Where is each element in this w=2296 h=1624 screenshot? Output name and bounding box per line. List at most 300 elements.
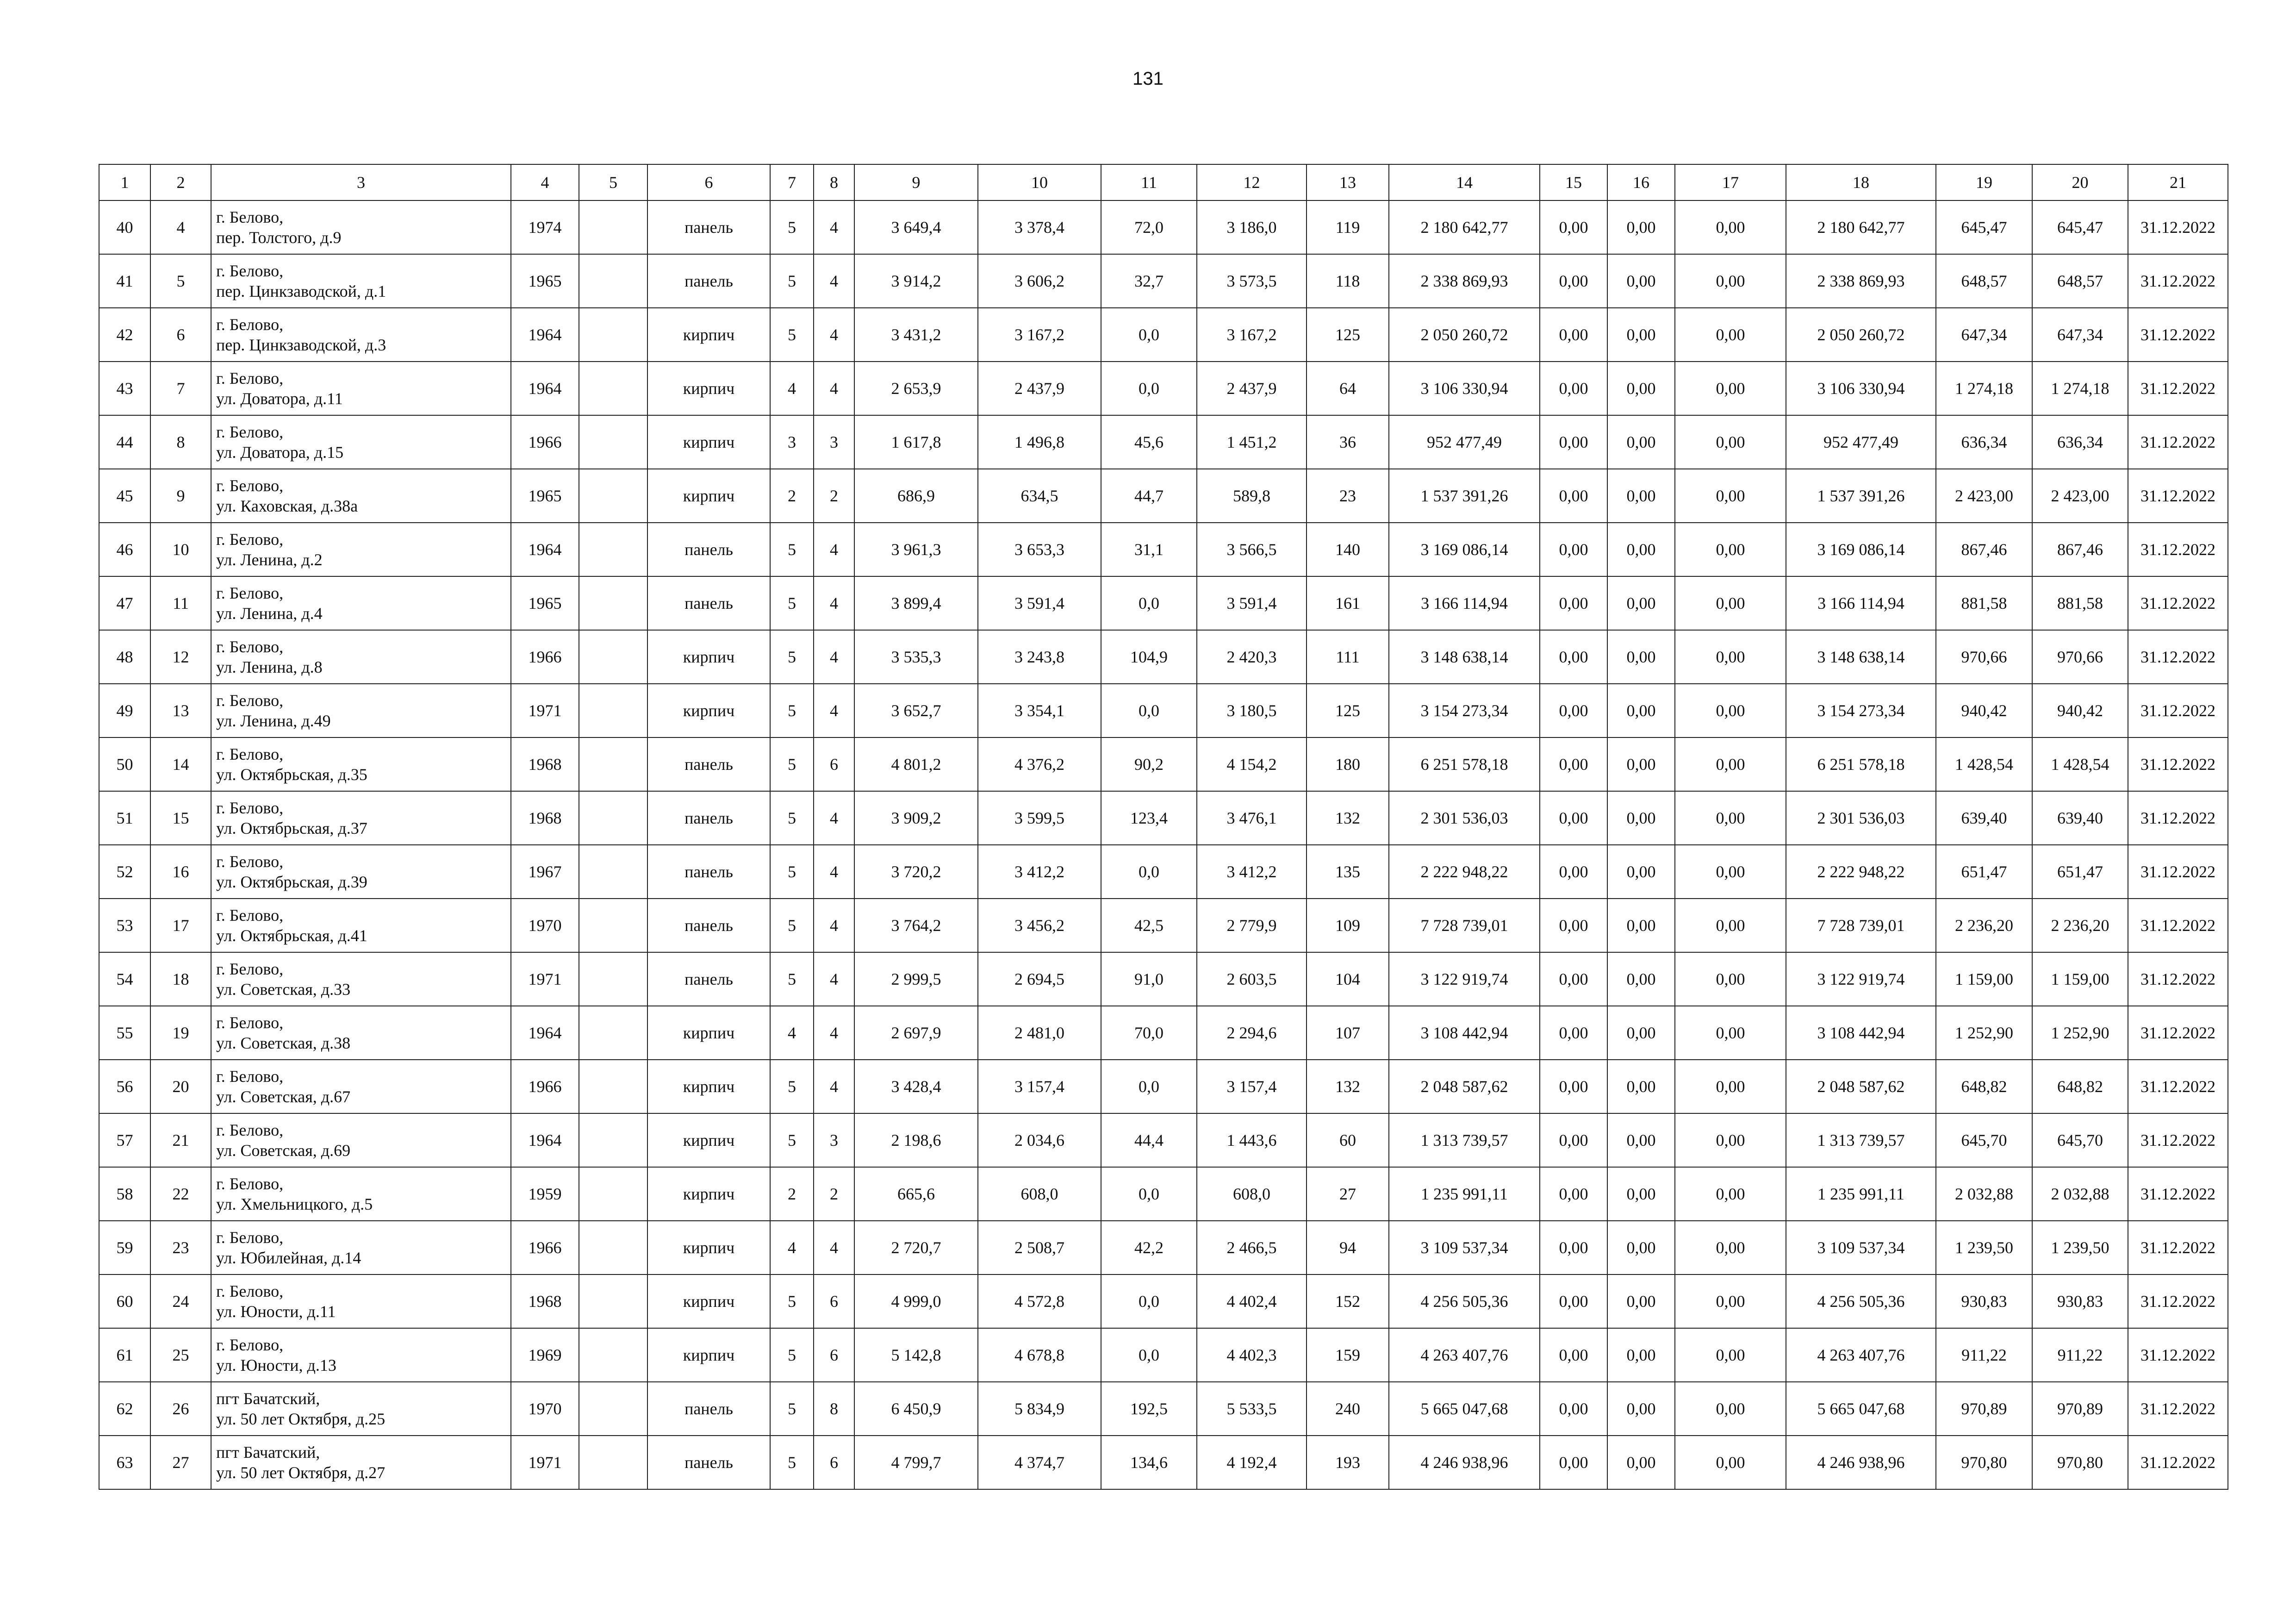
table-cell: 0,0 <box>1101 1328 1197 1382</box>
table-cell: 5 <box>770 1274 814 1328</box>
table-cell: 3 456,2 <box>978 899 1101 952</box>
address-street: ул. Ленина, д.49 <box>216 712 331 730</box>
table-row <box>99 952 2228 1006</box>
table-cell: 62 <box>99 1382 150 1436</box>
table-cell: 5 665 047,68 <box>1786 1382 1936 1436</box>
table-cell: 3 166 114,94 <box>1389 576 1540 630</box>
table-cell: 60 <box>99 1274 150 1328</box>
column-header: 3 <box>211 164 511 200</box>
column-header: 19 <box>1936 164 2032 200</box>
table-cell: 1959 <box>511 1167 579 1221</box>
table-cell: 4 <box>814 200 854 254</box>
table-cell: кирпич <box>647 469 770 523</box>
table-cell: 56 <box>99 1060 150 1113</box>
table-cell: 2 423,00 <box>1936 469 2032 523</box>
table-cell: 0,00 <box>1607 200 1675 254</box>
table-cell: 1 235 991,11 <box>1786 1167 1936 1221</box>
table-cell: 7 <box>150 362 211 415</box>
table-cell: 940,42 <box>2032 684 2128 737</box>
table-row <box>99 362 2228 415</box>
address-cell <box>211 1436 511 1489</box>
table-cell: 952 477,49 <box>1786 415 1936 469</box>
address-locality: г. Белово, <box>216 906 284 924</box>
table-cell: 0,00 <box>1607 737 1675 791</box>
table-cell: 647,34 <box>2032 308 2128 362</box>
table-cell: 1 428,54 <box>2032 737 2128 791</box>
table-cell: 0,00 <box>1607 469 1675 523</box>
table-cell: 13 <box>150 684 211 737</box>
address-locality: г. Белово, <box>216 530 284 549</box>
table-row <box>99 576 2228 630</box>
table-cell: панель <box>647 952 770 1006</box>
table-cell: 31.12.2022 <box>2128 254 2228 308</box>
table-cell: 3 652,7 <box>854 684 978 737</box>
table-cell: 0,0 <box>1101 684 1197 737</box>
table-cell: 193 <box>1307 1436 1389 1489</box>
table-cell: 3 412,2 <box>1197 845 1307 899</box>
table-cell: 1 159,00 <box>1936 952 2032 1006</box>
address-cell <box>211 576 511 630</box>
table-cell: панель <box>647 737 770 791</box>
table-cell: 3 573,5 <box>1197 254 1307 308</box>
table-cell: 3 431,2 <box>854 308 978 362</box>
table-cell: 0,00 <box>1540 952 1607 1006</box>
table-cell: 1966 <box>511 1221 579 1274</box>
table-cell: 4 <box>814 576 854 630</box>
address-locality: г. Белово, <box>216 423 284 441</box>
table-cell: 90,2 <box>1101 737 1197 791</box>
table-cell: 180 <box>1307 737 1389 791</box>
table-cell: 53 <box>99 899 150 952</box>
table-cell: кирпич <box>647 308 770 362</box>
table-cell: 31.12.2022 <box>2128 952 2228 1006</box>
table-cell: 4 256 505,36 <box>1786 1274 1936 1328</box>
table-cell: 42,5 <box>1101 899 1197 952</box>
table-cell: 4 374,7 <box>978 1436 1101 1489</box>
address-cell <box>211 1221 511 1274</box>
table-cell: 4 402,4 <box>1197 1274 1307 1328</box>
table-cell: 0,00 <box>1607 1221 1675 1274</box>
table-cell: 26 <box>150 1382 211 1436</box>
table-cell: 1 274,18 <box>1936 362 2032 415</box>
table-cell: 31.12.2022 <box>2128 684 2228 737</box>
table-cell: 1965 <box>511 469 579 523</box>
column-header: 7 <box>770 164 814 200</box>
table-cell: 4 801,2 <box>854 737 978 791</box>
table-cell: 31.12.2022 <box>2128 308 2228 362</box>
table-row <box>99 845 2228 899</box>
table-cell: 2 198,6 <box>854 1113 978 1167</box>
table-cell: 5 <box>770 899 814 952</box>
table-cell: 5 <box>770 952 814 1006</box>
table-cell: 24 <box>150 1274 211 1328</box>
table-cell: 31,1 <box>1101 523 1197 576</box>
table-cell: 5 <box>770 523 814 576</box>
table-cell: 1964 <box>511 1006 579 1060</box>
table-cell: 0,00 <box>1675 1167 1786 1221</box>
table-cell: 2 050 260,72 <box>1389 308 1540 362</box>
table-cell: 31.12.2022 <box>2128 845 2228 899</box>
table-cell: 31.12.2022 <box>2128 200 2228 254</box>
table-cell: 0,00 <box>1540 523 1607 576</box>
table-cell: 40 <box>99 200 150 254</box>
table-row <box>99 684 2228 737</box>
table-cell: 2 048 587,62 <box>1786 1060 1936 1113</box>
address-locality: пгт Бачатский, <box>216 1389 320 1408</box>
table-cell: 2 603,5 <box>1197 952 1307 1006</box>
table-cell: 0,00 <box>1540 200 1607 254</box>
table-cell: 0,00 <box>1675 684 1786 737</box>
table-cell: 2 236,20 <box>2032 899 2128 952</box>
table-cell: 1964 <box>511 1113 579 1167</box>
address-locality: пгт Бачатский, <box>216 1443 320 1462</box>
table-cell: 3 412,2 <box>978 845 1101 899</box>
table-cell <box>579 523 647 576</box>
table-cell: 2 338 869,93 <box>1786 254 1936 308</box>
table-cell: 32,7 <box>1101 254 1197 308</box>
table-cell: 0,00 <box>1675 308 1786 362</box>
table-cell: 3 186,0 <box>1197 200 1307 254</box>
table-cell: кирпич <box>647 1328 770 1382</box>
address-cell <box>211 1113 511 1167</box>
table-cell: 1968 <box>511 791 579 845</box>
table-cell: 0,00 <box>1540 1436 1607 1489</box>
table-cell: 0,00 <box>1675 1060 1786 1113</box>
table-cell: 2 <box>770 1167 814 1221</box>
table-cell: 3 167,2 <box>978 308 1101 362</box>
table-cell: 23 <box>150 1221 211 1274</box>
column-header: 20 <box>2032 164 2128 200</box>
table-cell: 0,00 <box>1607 845 1675 899</box>
table-cell: 4 <box>150 200 211 254</box>
table-cell: 107 <box>1307 1006 1389 1060</box>
table-cell: 94 <box>1307 1221 1389 1274</box>
address-cell <box>211 899 511 952</box>
table-cell: 60 <box>1307 1113 1389 1167</box>
table-cell: 12 <box>150 630 211 684</box>
table-cell: 3 <box>770 415 814 469</box>
table-cell: 8 <box>150 415 211 469</box>
table-cell: 5 <box>770 1328 814 1382</box>
table-cell: 0,00 <box>1540 1274 1607 1328</box>
table-cell <box>579 362 647 415</box>
table-cell: 0,00 <box>1675 469 1786 523</box>
address-locality: г. Белово, <box>216 1336 284 1354</box>
table-cell: 31.12.2022 <box>2128 1113 2228 1167</box>
table-cell: 2 437,9 <box>978 362 1101 415</box>
column-header: 16 <box>1607 164 1675 200</box>
table-cell: 0,00 <box>1540 1167 1607 1221</box>
table-cell: 0,00 <box>1675 845 1786 899</box>
table-cell: 59 <box>99 1221 150 1274</box>
table-cell: 6 <box>814 1436 854 1489</box>
table-cell: 0,00 <box>1675 1382 1786 1436</box>
address-cell <box>211 308 511 362</box>
table-cell <box>579 254 647 308</box>
table-cell: 111 <box>1307 630 1389 684</box>
address-locality: г. Белово, <box>216 1282 284 1300</box>
table-cell: 4 246 938,96 <box>1786 1436 1936 1489</box>
address-locality: г. Белово, <box>216 745 284 763</box>
table-cell: 44,4 <box>1101 1113 1197 1167</box>
address-locality: г. Белово, <box>216 960 284 978</box>
table-cell: 1966 <box>511 415 579 469</box>
table-cell: 14 <box>150 737 211 791</box>
table-cell: 1 617,8 <box>854 415 978 469</box>
address-cell <box>211 200 511 254</box>
address-cell <box>211 845 511 899</box>
table-cell: 4 256 505,36 <box>1389 1274 1540 1328</box>
table-cell: панель <box>647 576 770 630</box>
table-cell: 44 <box>99 415 150 469</box>
column-header: 21 <box>2128 164 2228 200</box>
table-cell: 1966 <box>511 630 579 684</box>
table-cell: 970,66 <box>2032 630 2128 684</box>
table-cell: 0,00 <box>1607 899 1675 952</box>
address-cell <box>211 254 511 308</box>
table-cell: 4 263 407,76 <box>1389 1328 1540 1382</box>
table-cell: 0,00 <box>1675 630 1786 684</box>
table-cell: 3 108 442,94 <box>1389 1006 1540 1060</box>
table-cell: кирпич <box>647 1060 770 1113</box>
table-cell: 2 697,9 <box>854 1006 978 1060</box>
table-cell: 0,00 <box>1675 1006 1786 1060</box>
table-cell: 31.12.2022 <box>2128 415 2228 469</box>
table-cell: 132 <box>1307 791 1389 845</box>
table-cell: 0,00 <box>1607 523 1675 576</box>
table-cell: 72,0 <box>1101 200 1197 254</box>
table-cell: 31.12.2022 <box>2128 630 2228 684</box>
table-cell: 49 <box>99 684 150 737</box>
table-cell: 1 239,50 <box>1936 1221 2032 1274</box>
table-cell: 2 294,6 <box>1197 1006 1307 1060</box>
table-cell <box>579 1328 647 1382</box>
table-cell: 4 <box>814 630 854 684</box>
table-cell: 9 <box>150 469 211 523</box>
table-cell: 31.12.2022 <box>2128 1060 2228 1113</box>
address-street: ул. Ленина, д.4 <box>216 604 323 623</box>
table-cell: панель <box>647 254 770 308</box>
table-cell: 2 <box>770 469 814 523</box>
table-cell: 5 <box>770 576 814 630</box>
table-cell: 0,00 <box>1540 415 1607 469</box>
table-cell: 3 154 273,34 <box>1389 684 1540 737</box>
table-cell: 1968 <box>511 737 579 791</box>
table-row <box>99 630 2228 684</box>
table-cell: 1 235 991,11 <box>1389 1167 1540 1221</box>
address-street: ул. Юбилейная, д.14 <box>216 1249 361 1267</box>
table-cell: 0,00 <box>1675 200 1786 254</box>
address-street: ул. Каховская, д.38а <box>216 497 358 515</box>
table-cell: 5 <box>770 1060 814 1113</box>
table-cell: 0,0 <box>1101 1167 1197 1221</box>
table-cell <box>579 469 647 523</box>
table-cell: 1970 <box>511 899 579 952</box>
table-cell: 1 239,50 <box>2032 1221 2128 1274</box>
table-cell: 3 180,5 <box>1197 684 1307 737</box>
table-row <box>99 200 2228 254</box>
table-cell: 4 <box>814 362 854 415</box>
table-cell: панель <box>647 791 770 845</box>
table-cell: 20 <box>150 1060 211 1113</box>
table-cell: 940,42 <box>1936 684 2032 737</box>
table-cell: 1 428,54 <box>1936 737 2032 791</box>
table-cell: 5 142,8 <box>854 1328 978 1382</box>
table-cell: 0,00 <box>1607 1060 1675 1113</box>
table-cell: 0,00 <box>1607 1006 1675 1060</box>
table-row <box>99 1060 2228 1113</box>
table-cell: 2 338 869,93 <box>1389 254 1540 308</box>
table-cell: 31.12.2022 <box>2128 1382 2228 1436</box>
table-cell <box>579 1167 647 1221</box>
table-cell: 5 <box>770 254 814 308</box>
column-header: 8 <box>814 164 854 200</box>
table-row <box>99 1167 2228 1221</box>
table-cell: 0,00 <box>1675 362 1786 415</box>
table-cell: 31.12.2022 <box>2128 1167 2228 1221</box>
column-header: 6 <box>647 164 770 200</box>
table-cell: 3 106 330,94 <box>1786 362 1936 415</box>
table-row <box>99 469 2228 523</box>
table-cell: 3 591,4 <box>1197 576 1307 630</box>
table-cell: 4 <box>770 362 814 415</box>
table-cell: 4 192,4 <box>1197 1436 1307 1489</box>
table-cell: 31.12.2022 <box>2128 791 2228 845</box>
table-cell: 41 <box>99 254 150 308</box>
table-cell: 2 032,88 <box>2032 1167 2128 1221</box>
table-cell: 31.12.2022 <box>2128 576 2228 630</box>
table-cell: 50 <box>99 737 150 791</box>
table-cell: 104,9 <box>1101 630 1197 684</box>
table-cell: 686,9 <box>854 469 978 523</box>
table-cell: кирпич <box>647 630 770 684</box>
address-locality: г. Белово, <box>216 1067 284 1086</box>
address-cell <box>211 1060 511 1113</box>
address-locality: г. Белово, <box>216 799 284 817</box>
table-cell <box>579 630 647 684</box>
table-row <box>99 1436 2228 1489</box>
table-cell: 0,00 <box>1540 684 1607 737</box>
table-cell: 1974 <box>511 200 579 254</box>
table-cell: 911,22 <box>1936 1328 2032 1382</box>
table-cell <box>579 415 647 469</box>
column-header: 1 <box>99 164 150 200</box>
address-street: ул. 50 лет Октября, д.25 <box>216 1410 386 1428</box>
table-cell: 2 <box>814 1167 854 1221</box>
address-cell <box>211 1006 511 1060</box>
table-cell: 4 376,2 <box>978 737 1101 791</box>
table-cell: 6 251 578,18 <box>1389 737 1540 791</box>
table-cell: 0,00 <box>1540 308 1607 362</box>
table-cell: 1965 <box>511 576 579 630</box>
table-cell: 0,00 <box>1607 952 1675 1006</box>
table-cell: 645,70 <box>2032 1113 2128 1167</box>
address-street: ул. Октябрьская, д.35 <box>216 765 367 784</box>
table-cell: 2 048 587,62 <box>1389 1060 1540 1113</box>
table-cell: 3 566,5 <box>1197 523 1307 576</box>
table-cell: 3 157,4 <box>1197 1060 1307 1113</box>
table-cell: 639,40 <box>2032 791 2128 845</box>
table-cell <box>579 845 647 899</box>
table-cell: 27 <box>1307 1167 1389 1221</box>
table-cell: 5 533,5 <box>1197 1382 1307 1436</box>
table-cell: 881,58 <box>1936 576 2032 630</box>
address-cell <box>211 737 511 791</box>
table-cell: 1971 <box>511 684 579 737</box>
table-cell: 46 <box>99 523 150 576</box>
table-cell: 3 764,2 <box>854 899 978 952</box>
address-street: ул. Хмельницкого, д.5 <box>216 1195 373 1213</box>
table-cell: 55 <box>99 1006 150 1060</box>
table-cell: 63 <box>99 1436 150 1489</box>
table-cell: 952 477,49 <box>1389 415 1540 469</box>
table-cell: 123,4 <box>1101 791 1197 845</box>
table-cell: 651,47 <box>2032 845 2128 899</box>
table-cell: панель <box>647 200 770 254</box>
table-cell: 31.12.2022 <box>2128 1328 2228 1382</box>
table-cell: 5 <box>770 737 814 791</box>
table-cell: 0,00 <box>1675 1221 1786 1274</box>
table-cell: 636,34 <box>2032 415 2128 469</box>
table-cell: 6 450,9 <box>854 1382 978 1436</box>
table-cell: 1 252,90 <box>1936 1006 2032 1060</box>
table-cell: 0,00 <box>1540 791 1607 845</box>
table-cell: 665,6 <box>854 1167 978 1221</box>
table-cell: 31.12.2022 <box>2128 1436 2228 1489</box>
table-cell: панель <box>647 845 770 899</box>
table-cell <box>579 791 647 845</box>
table-cell: 119 <box>1307 200 1389 254</box>
table-cell: 5 <box>770 200 814 254</box>
table-cell <box>579 1221 647 1274</box>
table-cell: 0,00 <box>1675 254 1786 308</box>
table-cell: 8 <box>814 1382 854 1436</box>
table-cell: 0,0 <box>1101 308 1197 362</box>
table-cell: 2 420,3 <box>1197 630 1307 684</box>
table-cell: 44,7 <box>1101 469 1197 523</box>
table-cell: 47 <box>99 576 150 630</box>
table-cell: 70,0 <box>1101 1006 1197 1060</box>
table-cell: 0,0 <box>1101 1060 1197 1113</box>
table-cell: 0,00 <box>1607 1113 1675 1167</box>
table-cell: 2 236,20 <box>1936 899 2032 952</box>
table-cell: 0,00 <box>1540 1221 1607 1274</box>
table-cell: 6 <box>814 1274 854 1328</box>
table-cell: 2 999,5 <box>854 952 978 1006</box>
table-cell: 0,00 <box>1540 845 1607 899</box>
table-cell: 0,0 <box>1101 845 1197 899</box>
table-cell: 0,00 <box>1540 899 1607 952</box>
address-locality: г. Белово, <box>216 262 284 280</box>
table-cell: 639,40 <box>1936 791 2032 845</box>
table-cell: 5 <box>770 1113 814 1167</box>
table-cell <box>579 1382 647 1436</box>
address-locality: г. Белово, <box>216 369 284 387</box>
table-cell: 2 437,9 <box>1197 362 1307 415</box>
table-cell <box>579 1060 647 1113</box>
table-row <box>99 1328 2228 1382</box>
table-cell: 5 <box>770 1382 814 1436</box>
table-row <box>99 1382 2228 1436</box>
table-cell: 0,00 <box>1607 254 1675 308</box>
address-street: ул. Советская, д.69 <box>216 1141 351 1160</box>
table-cell <box>579 899 647 952</box>
table-cell: 23 <box>1307 469 1389 523</box>
table-cell: 0,00 <box>1540 1060 1607 1113</box>
table-cell: 1 252,90 <box>2032 1006 2128 1060</box>
table-cell: 3 169 086,14 <box>1389 523 1540 576</box>
address-cell <box>211 1328 511 1382</box>
